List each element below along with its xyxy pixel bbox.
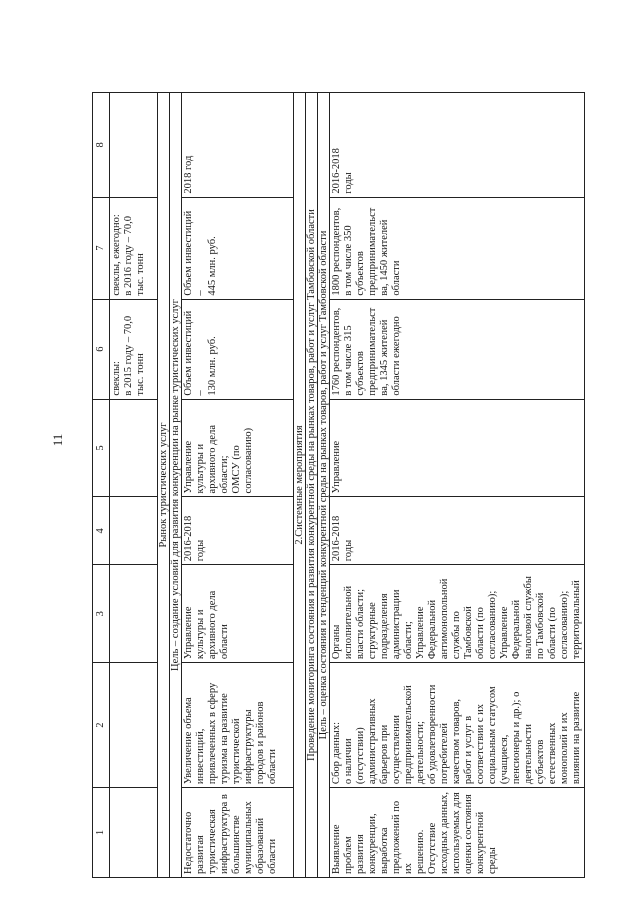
table-row	[182, 93, 294, 878]
table-cell	[110, 788, 158, 878]
executor-cell: Управление культуры и архивного дела области; ОМСУ (по согласованию)	[182, 399, 294, 497]
table-row	[110, 93, 158, 878]
header-cell-4: 4	[93, 497, 110, 565]
executor-cell: Управление	[330, 399, 585, 497]
header-cell-3: 3	[93, 565, 110, 663]
problem-cell: Выявление проблем развития конкуренции, выработка предложений по их решению. Отсутствие исходных данных, используемых для оценки состояния конкурентной среды	[330, 788, 585, 878]
measures-table	[92, 92, 585, 878]
indicator-cell-2016: Объем инвестиций – 445 млн. руб.	[182, 197, 294, 299]
period-cell: 2016-2018 годы	[330, 497, 585, 565]
goal-system-assessment: Цель – оценка состояния и тенденций конкурентной среды на рынках товаров, работ и услуг Тамбовской области	[318, 93, 330, 878]
goal-tourism: Цель – создание условий для развития конкуренции на рынке туристических услуг	[170, 93, 182, 878]
term-cell: 2018 год	[182, 93, 294, 198]
header-cell-1: 1	[93, 788, 110, 878]
section-row	[294, 93, 306, 878]
table-cell	[110, 399, 158, 497]
period-cell: 2016-2018 годы	[182, 497, 294, 565]
table-cell	[110, 663, 158, 788]
responsible-cell: Органы исполнительной власти области; структурные подразделения администрации области; Управление Федеральной антимонопольной службы по Тамбовской области (по согласованию); Управление Федеральной налоговой службы по Тамбовской области (по согласованию); территориальный	[330, 565, 585, 663]
top-row-indicator-2015: свеклы: в 2015 году – 70,0 тыс. тонн	[110, 299, 158, 399]
problem-cell: Недостаточно развитая туристическая инфраструктура в большинстве муниципальных образований области	[182, 788, 294, 878]
rotated-table-sheet	[92, 92, 594, 878]
term-cell: 2016-2018 годы	[330, 93, 585, 198]
table-cell	[110, 497, 158, 565]
goal-row	[306, 93, 318, 878]
table-cell	[110, 93, 158, 198]
header-row	[93, 93, 110, 878]
goal-system-monitoring: Проведение мониторинга состояния и развития конкурентной среды на рынках товаров, работ и услуг Тамбовской области	[306, 93, 318, 878]
section-row	[158, 93, 170, 878]
measure-cell: Сбор данных: о наличии (отсутствии) административных барьеров при осуществлении предпринимательской деятельности; об удовлетворенности потребителей качеством товаров, работ и услуг в соответствии с их социальным статусом (учащиеся, пенсионеры и др.); о деятельности субъектов естественных монополий и их влиянии на развитие	[330, 663, 585, 788]
header-cell-8: 8	[93, 93, 110, 198]
section-title-system: 2.Системные мероприятия	[294, 93, 306, 878]
header-cell-6: 6	[93, 299, 110, 399]
goal-row	[318, 93, 330, 878]
top-row-indicator-2016: свеклы, ежегодно: в 2016 году – 70,0 тыс. тонн	[110, 197, 158, 299]
header-cell-5: 5	[93, 399, 110, 497]
table-row	[330, 93, 585, 878]
indicator-cell-2015: Объем инвестиций – 130 млн. руб.	[182, 299, 294, 399]
measure-cell: Увеличение объема инвестиций, привлеченных в сферу туризма на развитие туристической инфраструктуры городов и районов области	[182, 663, 294, 788]
table-cell	[110, 565, 158, 663]
responsible-cell: Управление культуры и архивного дела области	[182, 565, 294, 663]
indicator-cell-2015: 1760 респондентов, в том числе 315 субъектов предпринимательст ва, 1345 жителей области ежегодно	[330, 299, 585, 399]
header-cell-2: 2	[93, 663, 110, 788]
indicator-cell-2016: 1800 респондентов, в том числе 350 субъектов предпринимательст ва, 1450 жителей области	[330, 197, 585, 299]
page-number: 11	[50, 433, 65, 447]
section-title-tourism: Рынок туристических услуг	[158, 93, 170, 878]
goal-row	[170, 93, 182, 878]
header-cell-7: 7	[93, 197, 110, 299]
